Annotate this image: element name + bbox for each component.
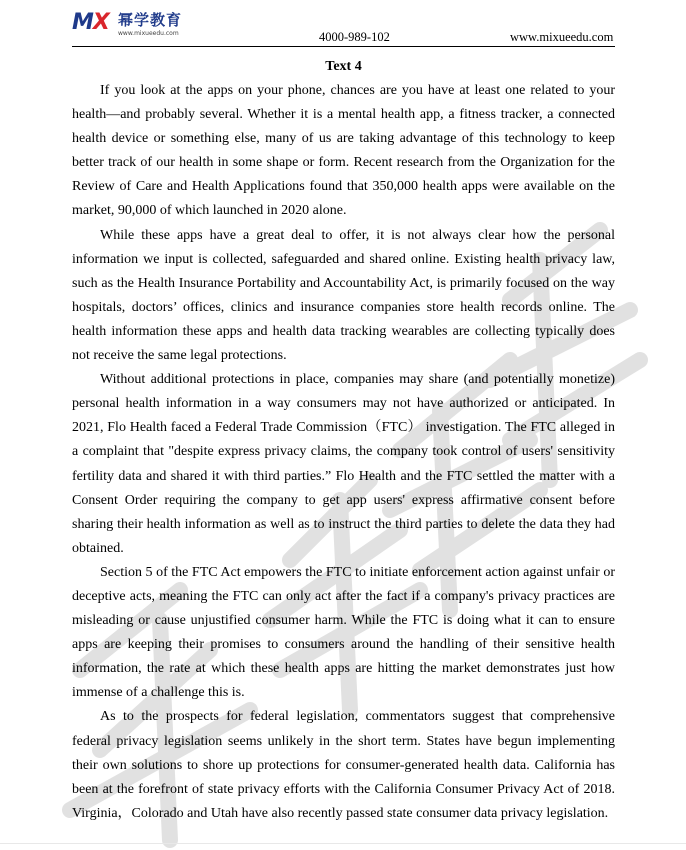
logo-url: www.mixueedu.com [118,30,179,37]
logo-mark: MX [72,10,109,35]
paragraph-5: As to the prospects for federal legislation, commentators suggest that comprehensive federal privacy legislation seems unlikely in the short term. States have begun implementing their own solutions to shore up protections for consumer-generated health data. California has been at the forefront of state privacy efforts with the California Consumer Privacy Act of 2018. Virginia，Colorado and Utah have also recently passed state consumer data privacy legislation. [72,709,615,821]
paragraph-4: Section 5 of the FTC Act empowers the FTC to initiate enforcement action against unfair or deceptive acts, meaning the FTC can only act after the fact if a company's privacy practices are misleading or cause unjustified consumer harm. While the FTC is doing what it can to ensure apps are keeping their promises to consumers around the handling of their sensitive health information, the rate at which these health apps are hitting the market demonstrates just how immense of a challenge this is. [72,564,615,701]
document-title: Text 4 [325,59,362,74]
paragraph-1: If you look at the apps on your phone, chances are you have at least one related to your health—and probably several. Whether it is a mental health app, a fitness tracker, a connected health device or something else, many of us are taking advantage of this technology to keep better track of our health in some shape or form. Recent research from the Organization for the Review of Care and Health Applications found that 350,000 health apps were available on the market, 90,000 of which launched in 2020 alone. [72,83,615,219]
header-website: www.mixueedu.com [510,30,614,44]
mixue-logo [72,11,212,41]
page-bottom-edge [0,843,686,844]
paragraph-3: Without additional protections in place, companies may share (and potentially monetize) personal health information in a way consumers may not have authorized or anticipated. In 2021, Flo Health faced a Federal Trade Commission（FTC） investigation. The FTC alleged in a complaint that "despite express privacy claims, the company took control of users' sensitivity fertility data and shared it with third parties.” Flo Health and the FTC settled the matter with a Consent Order requiring the company to get app users' express affirmative consent before sharing their health information as well as to instruct the third parties to delete the data they had obtained. [72,372,615,556]
paragraph-2: While these apps have a great deal to offer, it is not always clear how the personal information we input is collected, safeguarded and shared online. Existing health privacy law, such as the Health Insurance Portability and Accountability Act, is primarily focused on the way hospitals, doctors’ offices, clinics and insurance companies store health records online. The health information these apps and health data tracking wearables are collecting typically does not receive the same legal protections. [72,227,615,364]
logo-brand-name: 幂学教育 [118,11,183,29]
document-body [72,55,615,826]
header-phone: 4000-989-102 [319,30,390,44]
header-divider [72,46,615,47]
page-header [0,0,686,48]
